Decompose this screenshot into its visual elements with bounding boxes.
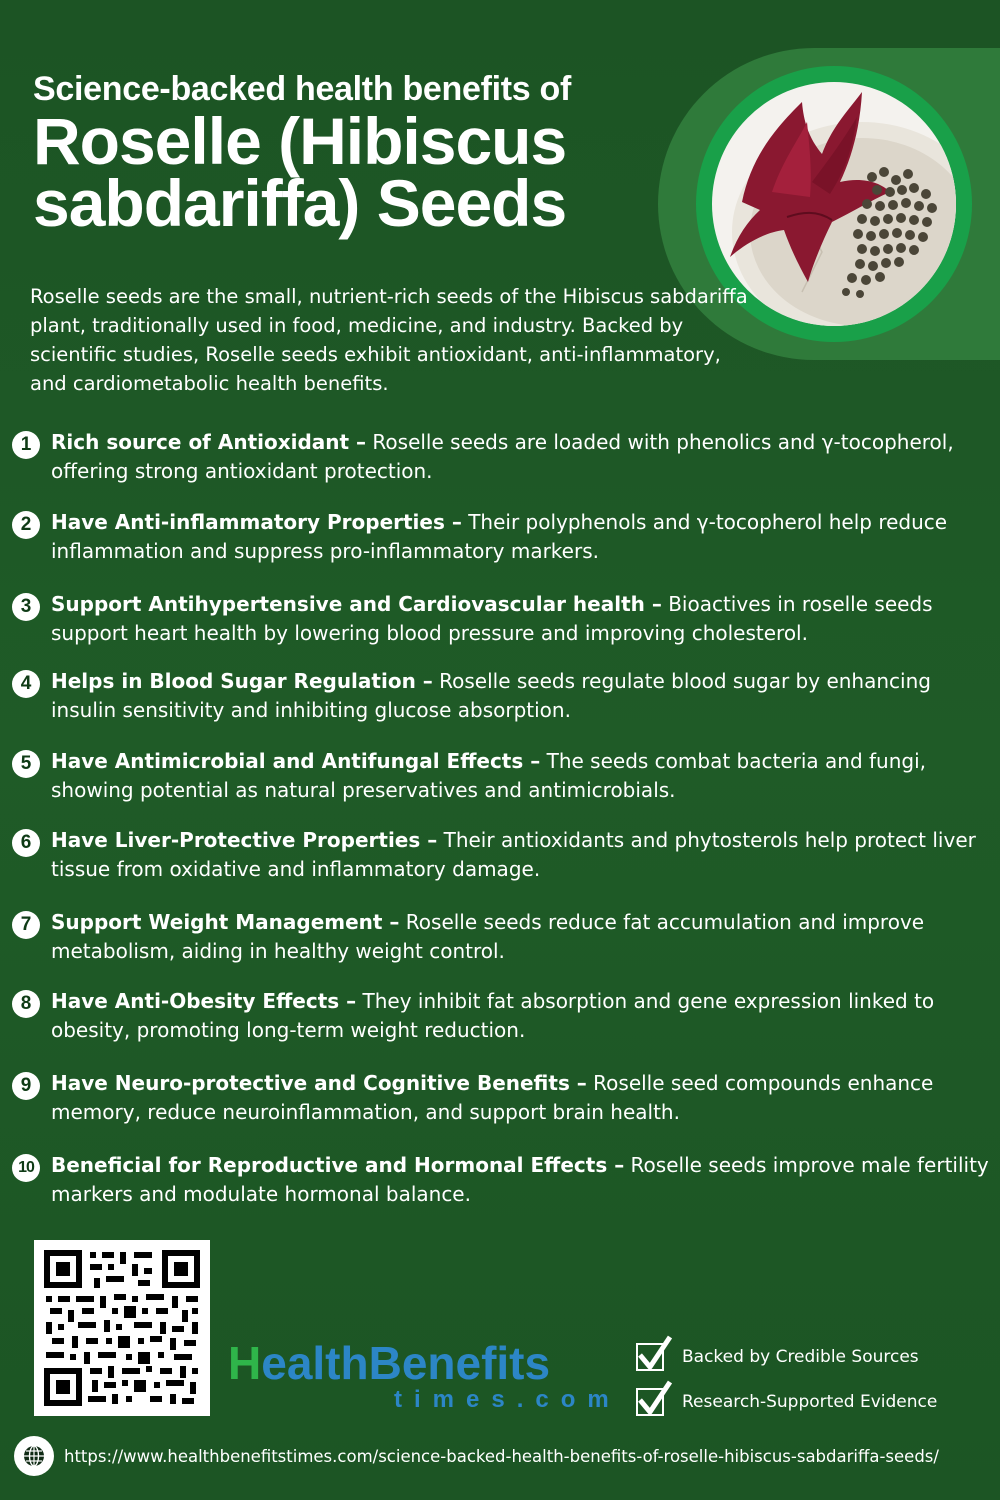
logo-initial: H: [228, 1337, 262, 1389]
benefit-description: Roselle seeds improve male fertility markers and modulate hormonal balance.: [51, 1153, 989, 1206]
benefit-description: Roselle seed compounds enhance memory, reduce neuroinflammation, and support brain health.: [51, 1071, 934, 1124]
benefit-number: 7: [12, 911, 40, 939]
benefit-title: Have Anti-inflammatory Properties –: [51, 510, 462, 534]
badge-research-evidence: [636, 1388, 937, 1416]
benefit-item: [12, 826, 997, 884]
badge-credible-sources: [636, 1343, 919, 1371]
benefit-number: 2: [12, 511, 40, 539]
logo-subtitle: times.com: [394, 1386, 621, 1413]
benefit-item: [12, 508, 997, 566]
site-logo[interactable]: [228, 1337, 621, 1418]
check-mark-svg: [634, 1378, 674, 1418]
benefit-title: Support Weight Management –: [51, 910, 400, 934]
benefit-description: Their antioxidants and phytosterols help protect liver tissue from oxidative and inflammatory damage.: [51, 828, 976, 881]
check-icon: [636, 1343, 664, 1371]
badge-label: Backed by Credible Sources: [682, 1347, 919, 1367]
badge-label: Research-Supported Evidence: [682, 1392, 938, 1412]
footer-url-link[interactable]: https://www.healthbenefitstimes.com/science-backed-health-benefits-of-roselle-hibiscus-sabdariffa-seeds/: [64, 1446, 939, 1466]
globe-icon: [14, 1436, 54, 1476]
benefit-item: [12, 908, 997, 966]
benefit-description: Bioactives in roselle seeds support heart health by lowering blood pressure and improving cholesterol.: [51, 592, 933, 645]
benefit-text: [51, 826, 997, 884]
benefit-number: 8: [12, 990, 40, 1018]
benefit-number: 9: [12, 1072, 40, 1100]
logo-rest: ealthBenefits: [261, 1337, 551, 1389]
benefit-number: 10: [12, 1154, 40, 1182]
benefit-description: Roselle seeds reduce fat accumulation and improve metabolism, aiding in healthy weight control.: [51, 910, 925, 963]
benefit-number: 3: [12, 593, 40, 621]
benefit-number: 4: [12, 670, 40, 698]
intro-paragraph: Roselle seeds are the small, nutrient-rich seeds of the Hibiscus sabdariffa plant, traditionally used in food, medicine, and industry. Backed by scientific studies, Roselle seeds exhibit antioxidant, anti-inflammatory, and cardiometabolic health benefits.: [30, 285, 748, 395]
benefit-item: [12, 987, 997, 1045]
benefit-description: Their polyphenols and γ-tocopherol help reduce inflammation and suppress pro-inflammatory markers.: [51, 510, 948, 563]
benefit-description: Roselle seeds are loaded with phenolics and γ-tocopherol, offering strong antioxidant protection.: [51, 430, 954, 483]
check-icon: [636, 1388, 664, 1416]
benefit-text: [51, 428, 997, 486]
benefit-item: [12, 667, 997, 725]
benefit-text: [51, 1069, 997, 1127]
benefit-title: Helps in Blood Sugar Regulation –: [51, 669, 433, 693]
pre-title: Science-backed health benefits of: [33, 70, 572, 108]
qr-code-pattern: [42, 1248, 202, 1408]
benefit-text: [51, 908, 997, 966]
benefit-title: Have Liver-Protective Properties –: [51, 828, 438, 852]
benefit-description: The seeds combat bacteria and fungi, showing potential as natural preservatives and antimicrobials.: [51, 749, 927, 802]
benefit-text: [51, 590, 997, 648]
footer-url-row: [14, 1436, 939, 1476]
benefit-title: Have Neuro-protective and Cognitive Benefits –: [51, 1071, 587, 1095]
benefit-number: 5: [12, 750, 40, 778]
qr-code[interactable]: [34, 1240, 210, 1416]
benefit-title: Rich source of Antioxidant –: [51, 430, 367, 454]
benefit-title: Support Antihypertensive and Cardiovascular health –: [51, 592, 662, 616]
benefit-item: [12, 428, 997, 486]
benefit-text: [51, 667, 997, 725]
benefit-number: 6: [12, 829, 40, 857]
benefit-description: They inhibit fat absorption and gene expression linked to obesity, promoting long-term weight reduction.: [51, 989, 935, 1042]
benefit-text: [51, 508, 997, 566]
benefit-text: [51, 987, 997, 1045]
benefit-title: Beneficial for Reproductive and Hormonal Effects –: [51, 1153, 625, 1177]
check-mark-svg: [634, 1333, 674, 1373]
globe-icon-svg: [22, 1444, 46, 1468]
benefit-item: [12, 747, 997, 805]
benefit-number: 1: [12, 431, 40, 459]
benefit-title: Have Anti-Obesity Effects –: [51, 989, 357, 1013]
benefit-item: [12, 1069, 997, 1127]
logo-wordmark: [228, 1338, 608, 1388]
benefit-item: [12, 590, 997, 648]
benefit-text: [51, 1151, 997, 1209]
benefit-description: Roselle seeds regulate blood sugar by enhancing insulin sensitivity and inhibiting glucose absorption.: [51, 669, 931, 722]
benefit-title: Have Antimicrobial and Antifungal Effects –: [51, 749, 541, 773]
benefit-text: [51, 747, 997, 805]
benefit-item: [12, 1151, 997, 1209]
page-title: Roselle (Hibiscus sabdariffa) Seeds: [33, 104, 567, 240]
